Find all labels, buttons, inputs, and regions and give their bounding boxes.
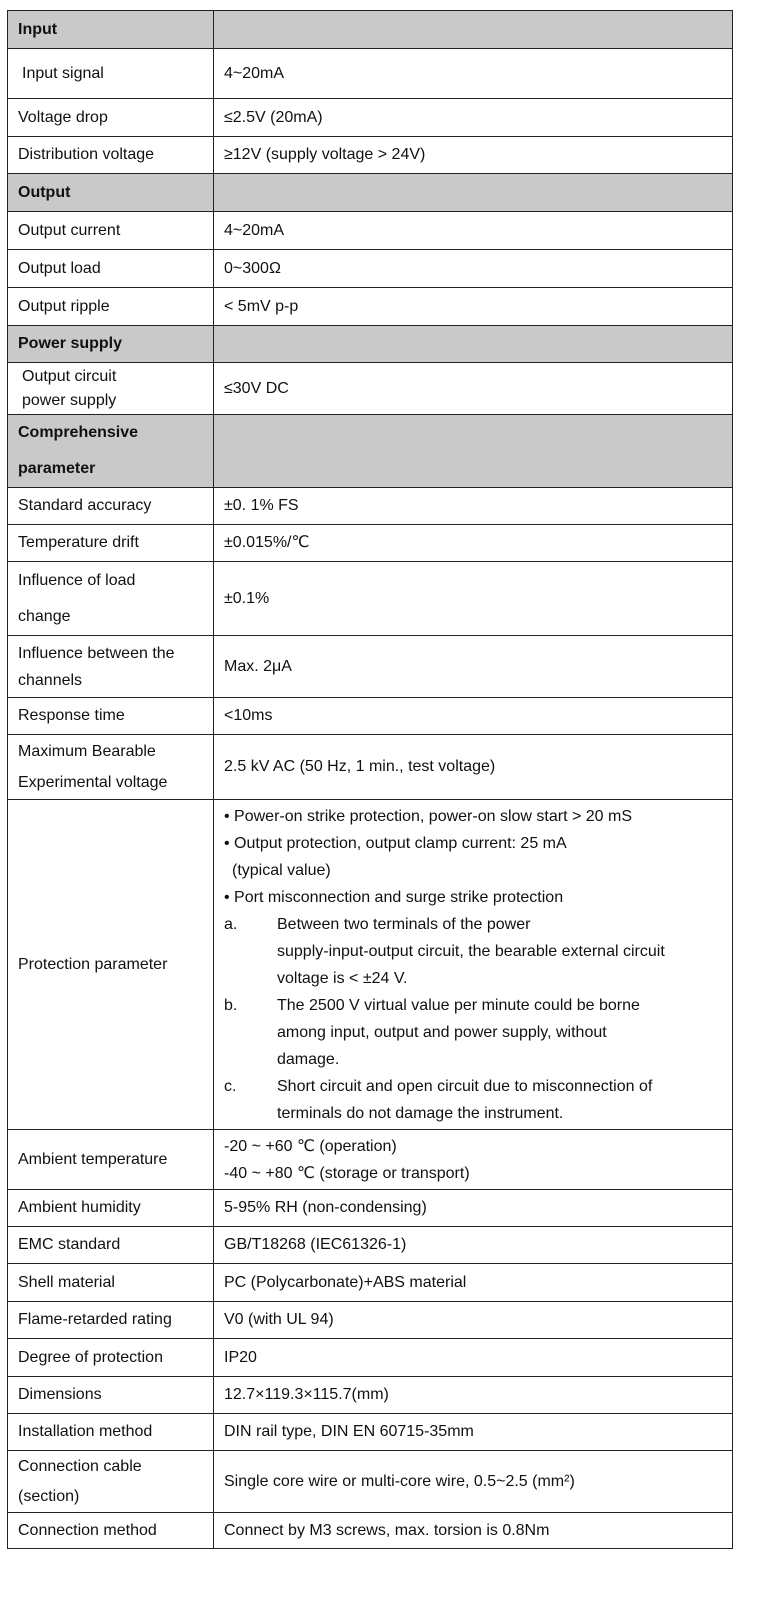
section-comprehensive: [8, 415, 733, 488]
row-value: < 5mV p-p: [214, 288, 733, 326]
row-label: Output circuit power supply: [8, 363, 214, 415]
table-row: [8, 288, 733, 326]
row-label: Connection method: [8, 1513, 214, 1549]
table-row: [8, 1130, 733, 1190]
row-label: Protection parameter: [8, 800, 214, 1130]
bullet-item-continuation: (typical value): [232, 861, 331, 879]
table-row: [8, 1451, 733, 1513]
row-label: Ambient temperature: [8, 1130, 214, 1190]
item-text: Between two terminals of the power supply-input-output circuit, the bearable external circuit voltage is < ±24 V.: [277, 915, 665, 987]
row-label: Response time: [8, 698, 214, 735]
section-input: [8, 11, 733, 49]
row-value: V0 (with UL 94): [214, 1302, 733, 1339]
table-row: [8, 250, 733, 288]
item-text: Short circuit and open circuit due to misconnection of terminals do not damage the instrument.: [277, 1077, 653, 1122]
section-title: Input: [8, 11, 214, 49]
row-label: Maximum Bearable Experimental voltage: [8, 735, 214, 800]
section-empty-cell: [214, 326, 733, 363]
protection-details: [214, 800, 733, 1130]
row-label: Standard accuracy: [8, 488, 214, 525]
section-title: Comprehensive parameter: [8, 415, 214, 488]
table-row: [8, 137, 733, 174]
row-label: Influence between the channels: [8, 636, 214, 698]
table-row: [8, 636, 733, 698]
section-empty-cell: [214, 415, 733, 488]
bullet-item: • Output protection, output clamp current: 25 mA: [224, 834, 567, 852]
row-value: 0~300Ω: [214, 250, 733, 288]
bullet-item: • Power-on strike protection, power-on slow start > 20 mS: [224, 807, 632, 825]
row-value: -20 ~ +60 ℃ (operation) -40 ~ +80 ℃ (storage or transport): [214, 1130, 733, 1190]
row-label: Connection cable (section): [8, 1451, 214, 1513]
row-value: 2.5 kV AC (50 Hz, 1 min., test voltage): [214, 735, 733, 800]
table-row: [8, 1227, 733, 1264]
table-row: [8, 49, 733, 99]
row-label: Influence of load change: [8, 562, 214, 636]
section-power-supply: [8, 326, 733, 363]
section-title: Power supply: [8, 326, 214, 363]
item-marker: c.: [224, 1077, 237, 1095]
row-value: ≥12V (supply voltage > 24V): [214, 137, 733, 174]
row-value: Connect by M3 screws, max. torsion is 0.8Nm: [214, 1513, 733, 1549]
table-row: [8, 1190, 733, 1227]
row-label: Shell material: [8, 1264, 214, 1302]
spec-table: [7, 10, 733, 1549]
table-row: [8, 800, 733, 1130]
row-label: Flame-retarded rating: [8, 1302, 214, 1339]
row-value: <10ms: [214, 698, 733, 735]
row-value: 12.7×119.3×115.7(mm): [214, 1377, 733, 1414]
row-label: Distribution voltage: [8, 137, 214, 174]
row-label: Dimensions: [8, 1377, 214, 1414]
lettered-item: [224, 992, 732, 1073]
table-row: [8, 488, 733, 525]
row-value: GB/T18268 (IEC61326-1): [214, 1227, 733, 1264]
table-row: [8, 363, 733, 415]
row-value: ±0.1%: [214, 562, 733, 636]
row-value: Max. 2μA: [214, 636, 733, 698]
table-row: [8, 525, 733, 562]
row-value: DIN rail type, DIN EN 60715-35mm: [214, 1414, 733, 1451]
row-label: Output current: [8, 212, 214, 250]
row-value: ±0.015%/℃: [214, 525, 733, 562]
row-label: Installation method: [8, 1414, 214, 1451]
row-value: ≤30V DC: [214, 363, 733, 415]
row-label: Ambient humidity: [8, 1190, 214, 1227]
section-empty-cell: [214, 174, 733, 212]
row-value: IP20: [214, 1339, 733, 1377]
item-text: The 2500 V virtual value per minute could be borne among input, output and power supply, without damage.: [277, 996, 640, 1068]
row-value: 4~20mA: [214, 49, 733, 99]
table-row: [8, 698, 733, 735]
table-row: [8, 1339, 733, 1377]
item-marker: b.: [224, 996, 238, 1014]
lettered-item: [224, 911, 732, 992]
section-output: [8, 174, 733, 212]
row-value: Single core wire or multi-core wire, 0.5~2.5 (mm²): [214, 1451, 733, 1513]
row-label: Temperature drift: [8, 525, 214, 562]
table-row: [8, 1377, 733, 1414]
table-row: [8, 1264, 733, 1302]
table-row: [8, 1414, 733, 1451]
table-row: [8, 735, 733, 800]
row-label: Output load: [8, 250, 214, 288]
row-value: ≤2.5V (20mA): [214, 99, 733, 137]
row-label: Voltage drop: [8, 99, 214, 137]
table-row: [8, 212, 733, 250]
row-value: ±0. 1% FS: [214, 488, 733, 525]
table-row: [8, 1302, 733, 1339]
row-value: 5-95% RH (non-condensing): [214, 1190, 733, 1227]
section-title: Output: [8, 174, 214, 212]
row-value: 4~20mA: [214, 212, 733, 250]
section-empty-cell: [214, 11, 733, 49]
row-label: EMC standard: [8, 1227, 214, 1264]
bullet-item: • Port misconnection and surge strike protection: [224, 888, 564, 906]
item-marker: a.: [224, 915, 238, 933]
table-row: [8, 1513, 733, 1549]
row-label: Degree of protection: [8, 1339, 214, 1377]
row-label: Output ripple: [8, 288, 214, 326]
table-row: [8, 562, 733, 636]
row-value: PC (Polycarbonate)+ABS material: [214, 1264, 733, 1302]
row-label: Input signal: [8, 49, 214, 99]
table-row: [8, 99, 733, 137]
lettered-item: [224, 1073, 732, 1127]
